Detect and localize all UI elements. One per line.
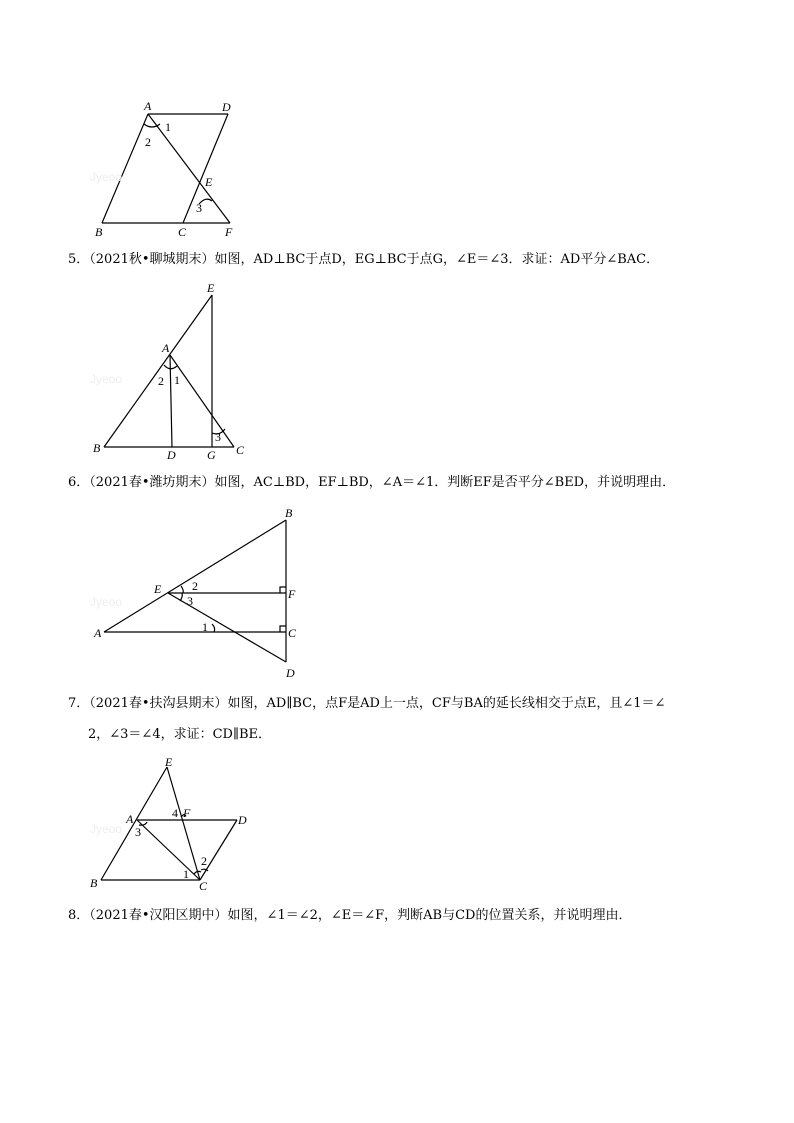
question-7-source: （2021春•扶沟县期末） xyxy=(89,696,228,711)
fig3-angle-1: 1 xyxy=(202,620,208,634)
fig4-label-A: A xyxy=(126,812,134,826)
watermark-1: Jyeoo xyxy=(90,170,123,184)
fig2-label-B: B xyxy=(93,441,101,455)
fig4-label-E: E xyxy=(165,755,173,769)
fig2-angle-1: 1 xyxy=(174,373,180,387)
question-5-source: （2021秋•聊城期末） xyxy=(89,252,215,267)
question-5-number: 5． xyxy=(68,252,90,267)
fig1-angle-2: 2 xyxy=(145,135,151,149)
fig2-angle-3: 3 xyxy=(215,430,221,444)
fig2-label-A: A xyxy=(162,341,170,355)
fig4-label-C: C xyxy=(199,879,208,893)
fig4-angle-3: 3 xyxy=(135,825,141,839)
fig4-angle-2: 2 xyxy=(201,854,207,868)
question-8-text: 如图，∠1＝∠2，∠E＝∠F，判断AB与CD的位置关系，并说明理由． xyxy=(227,908,632,923)
fig4-label-D: D xyxy=(238,813,247,827)
fig1-angle-3: 3 xyxy=(196,201,202,215)
fig3-label-E: E xyxy=(154,582,162,596)
fig3-label-A: A xyxy=(94,626,102,640)
fig3-angle-2: 2 xyxy=(192,579,198,593)
question-6-number: 6． xyxy=(68,475,90,490)
fig3-label-D: D xyxy=(286,666,295,680)
fig1-label-C: C xyxy=(178,225,187,239)
question-8-source: （2021春•汉阳区期中） xyxy=(89,908,228,923)
fig3-label-C: C xyxy=(288,626,297,640)
fig2-label-D: D xyxy=(167,448,176,462)
fig1-angle-1: 1 xyxy=(165,120,171,134)
watermark-3: Jyeoo xyxy=(90,595,123,609)
fig1-label-A: A xyxy=(144,99,152,113)
fig4-label-F: F xyxy=(183,806,191,820)
fig2-label-G: G xyxy=(207,448,216,462)
fig2-label-C: C xyxy=(236,443,245,457)
question-6-source: （2021春•潍坊期末） xyxy=(89,475,215,490)
question-6-text: 如图，AC⊥BD，EF⊥BD，∠A＝∠1．判断EF是否平分∠BED，并说明理由． xyxy=(214,475,676,490)
fig3-label-F: F xyxy=(288,587,296,601)
question-7-text-line2: 2，∠3＝∠4，求证：CD∥BE． xyxy=(88,727,272,742)
fig1-label-E: E xyxy=(205,175,213,189)
question-8-number: 8． xyxy=(68,908,90,923)
fig1-label-B: B xyxy=(95,225,103,239)
watermark-4: Jyeoo xyxy=(90,822,123,836)
fig4-angle-1: 1 xyxy=(183,867,189,881)
fig2-angle-2: 2 xyxy=(158,374,164,388)
fig4-angle-4: 4 xyxy=(172,806,178,820)
watermark-2: Jyeoo xyxy=(90,372,123,386)
question-8 xyxy=(68,906,631,926)
fig1-label-F: F xyxy=(225,225,233,239)
fig4-label-B: B xyxy=(90,876,98,890)
fig2-label-E: E xyxy=(207,281,215,295)
question-7-text-line1: 如图，AD∥BC，点F是AD上一点，CF与BA的延长线相交于点E，且∠1＝∠ xyxy=(227,696,666,711)
fig1-label-D: D xyxy=(222,100,231,114)
fig3-label-B: B xyxy=(285,506,293,520)
fig3-angle-3: 3 xyxy=(187,594,193,608)
question-7-number: 7． xyxy=(68,696,90,711)
question-5-text: 如图，AD⊥BC于点D，EG⊥BC于点G，∠E＝∠3．求证：AD平分∠BAC． xyxy=(214,252,660,267)
